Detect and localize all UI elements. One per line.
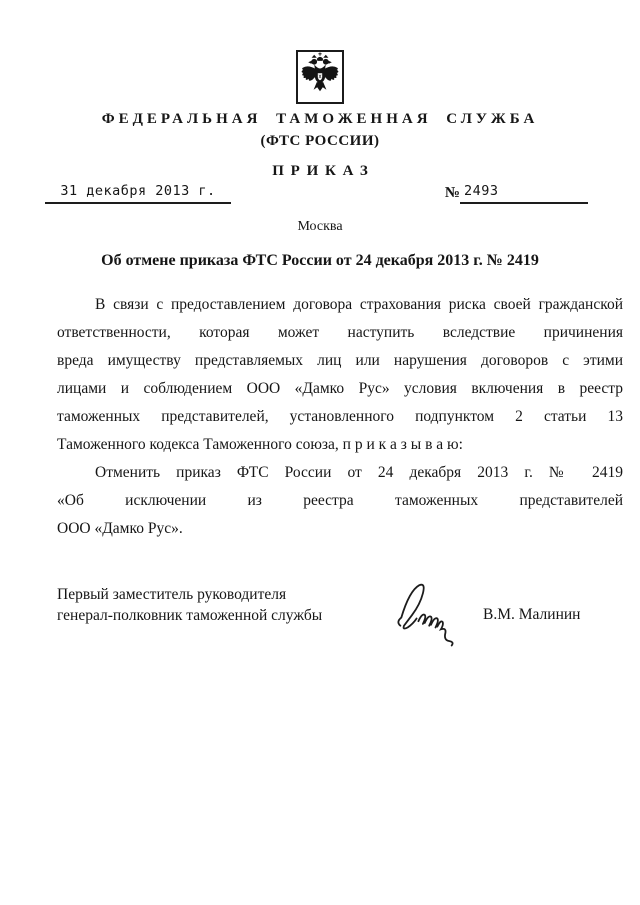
body-text-line: ООО «Дамко Рус». — [57, 520, 183, 537]
paragraph-2 — [57, 459, 623, 543]
body-text-line: ответственности, которая может наступить вследствие причинения — [57, 324, 623, 341]
body-text-line: «Об исключении из реестра таможенных представителей — [57, 492, 623, 509]
number-value: 2493 — [460, 183, 588, 204]
number-field — [445, 183, 588, 204]
body-text-line: Отменить приказ ФТС России от 24 декабря 2013 г. № 2419 — [95, 464, 623, 481]
document-type-heading: ПРИКАЗ — [272, 163, 375, 179]
body-text-line: Таможенного кодекса Таможенного союза, п р и к а з ы в а ю: — [57, 436, 463, 453]
number-sign: № — [444, 185, 460, 201]
handwritten-signature-icon — [395, 578, 467, 650]
date-number-row — [45, 183, 588, 204]
signature-block — [57, 584, 623, 694]
document-body — [57, 291, 623, 543]
body-text-line: вреда имуществу представляемых лиц или нарушения договоров с этими — [57, 352, 623, 369]
body-text-line: лицами и соблюдением ООО «Дамко Рус» условия включения в реестр — [57, 380, 623, 397]
coat-of-arms-frame — [296, 50, 344, 104]
signer-position-line2: генерал-полковник таможенной службы — [57, 607, 323, 624]
city-label: Москва — [297, 219, 343, 234]
double-headed-eagle-icon — [300, 52, 340, 102]
signer-name: В.М. Малинин — [483, 606, 581, 623]
agency-name: ФЕДЕРАЛЬНАЯ ТАМОЖЕННАЯ СЛУЖБА — [101, 111, 539, 127]
document-title: Об отмене приказа ФТС России от 24 декабря 2013 г. № 2419 — [101, 252, 539, 269]
paragraph-1 — [57, 291, 623, 459]
signer-position-line1: Первый заместитель руководителя — [57, 586, 287, 603]
body-text-line: таможенных представителей, установленного подпунктом 2 статьи 13 — [57, 408, 623, 425]
body-text-line: В связи с предоставлением договора страхования риска своей гражданской — [95, 296, 623, 313]
date-field: 31 декабря 2013 г. — [45, 183, 231, 204]
agency-short-name: (ФТС РОССИИ) — [260, 133, 380, 149]
